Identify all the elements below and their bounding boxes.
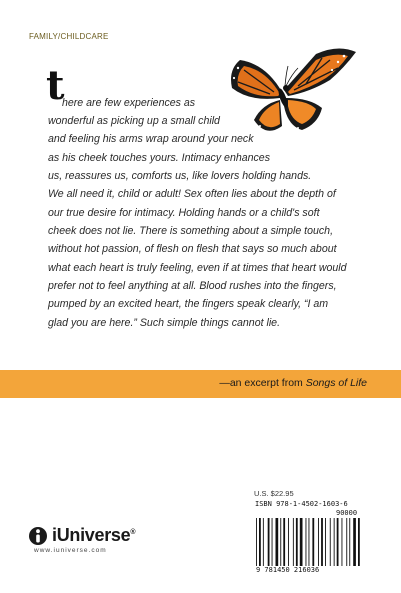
blurb-line: our true desire for intimacy. Holding hands or a child's soft (48, 207, 320, 219)
barcode-bar (256, 518, 257, 566)
drop-cap-letter: t (46, 62, 65, 109)
category-label: FAMILY/CHILDCARE (29, 32, 109, 41)
barcode-bar (276, 518, 279, 566)
iuniverse-logo-icon (28, 526, 48, 546)
barcode-bar (353, 518, 356, 566)
blurb-line: pumped by an excited heart, the fingers speak clearly, “I am (48, 298, 329, 310)
publisher-logo (28, 525, 135, 546)
barcode-bar (268, 518, 270, 566)
blurb-line: and feeling his arms wrap around your neck (48, 133, 254, 145)
publisher-url: www.iuniverse.com (34, 547, 107, 554)
barcode-bar (318, 518, 319, 566)
barcode-bar (272, 518, 273, 566)
barcode-bar (283, 518, 285, 566)
barcode-bar (321, 518, 323, 566)
barcode-bar (309, 518, 310, 566)
publisher-name (52, 525, 135, 546)
excerpt-source-title: Songs of Life (305, 377, 367, 389)
barcode-bar (300, 518, 303, 566)
isbn-barcode (256, 518, 368, 566)
barcode-bar (334, 518, 335, 566)
barcode-bar (349, 518, 350, 566)
blurb-line: We all need it, child or adult! Sex often lies about the depth of (48, 188, 336, 200)
barcode-bar (280, 518, 281, 566)
blurb-line: prefer not to feel anything at all. Blood rushes into the fingers, (48, 280, 337, 292)
barcode-bar (306, 518, 307, 566)
blurb-line: wonderful as picking up a small child (48, 115, 220, 127)
isbn-label: ISBN 978-1-4502-1603-6 (255, 500, 348, 508)
barcode-bar (259, 518, 261, 566)
blurb-line: here are few experiences as (62, 97, 196, 109)
barcode-bar (337, 518, 339, 566)
blurb-line: as his cheek touches yours. Intimacy enhances (48, 152, 270, 164)
price-addon-code: 90000 (336, 509, 358, 517)
blurb-line: us, reassures us, comforts us, like lovers holding hands. (48, 170, 312, 182)
barcode-bar (288, 518, 289, 566)
trademark-symbol: ® (130, 529, 136, 536)
barcode-bar (346, 518, 347, 566)
excerpt-credit (219, 377, 367, 389)
blurb-line: what each heart is truly feeling, even if at times that heart would (48, 262, 347, 274)
barcode-bar (330, 518, 331, 566)
publisher-name-text: iUniverse (52, 525, 131, 545)
barcode-bar (293, 518, 294, 566)
barcode-bar (296, 518, 298, 566)
blurb-line: without hot passion, of flesh on flesh that says so much about (48, 243, 337, 255)
monarch-butterfly-icon (226, 46, 358, 142)
price-label: U.S. $22.95 (254, 489, 294, 498)
barcode-bar (312, 518, 314, 566)
blurb-line: cheek does not lie. There is something about a simple touch, (48, 225, 334, 237)
barcode-bar (263, 518, 264, 566)
barcode-bar (342, 518, 343, 566)
barcode-bar (325, 518, 326, 566)
blurb-line: glad you are here.” Such simple things cannot lie. (48, 317, 281, 329)
excerpt-prefix: —an excerpt from (219, 377, 306, 389)
barcode-digits: 9 781450 216036 (256, 566, 320, 574)
barcode-bar (358, 518, 360, 566)
